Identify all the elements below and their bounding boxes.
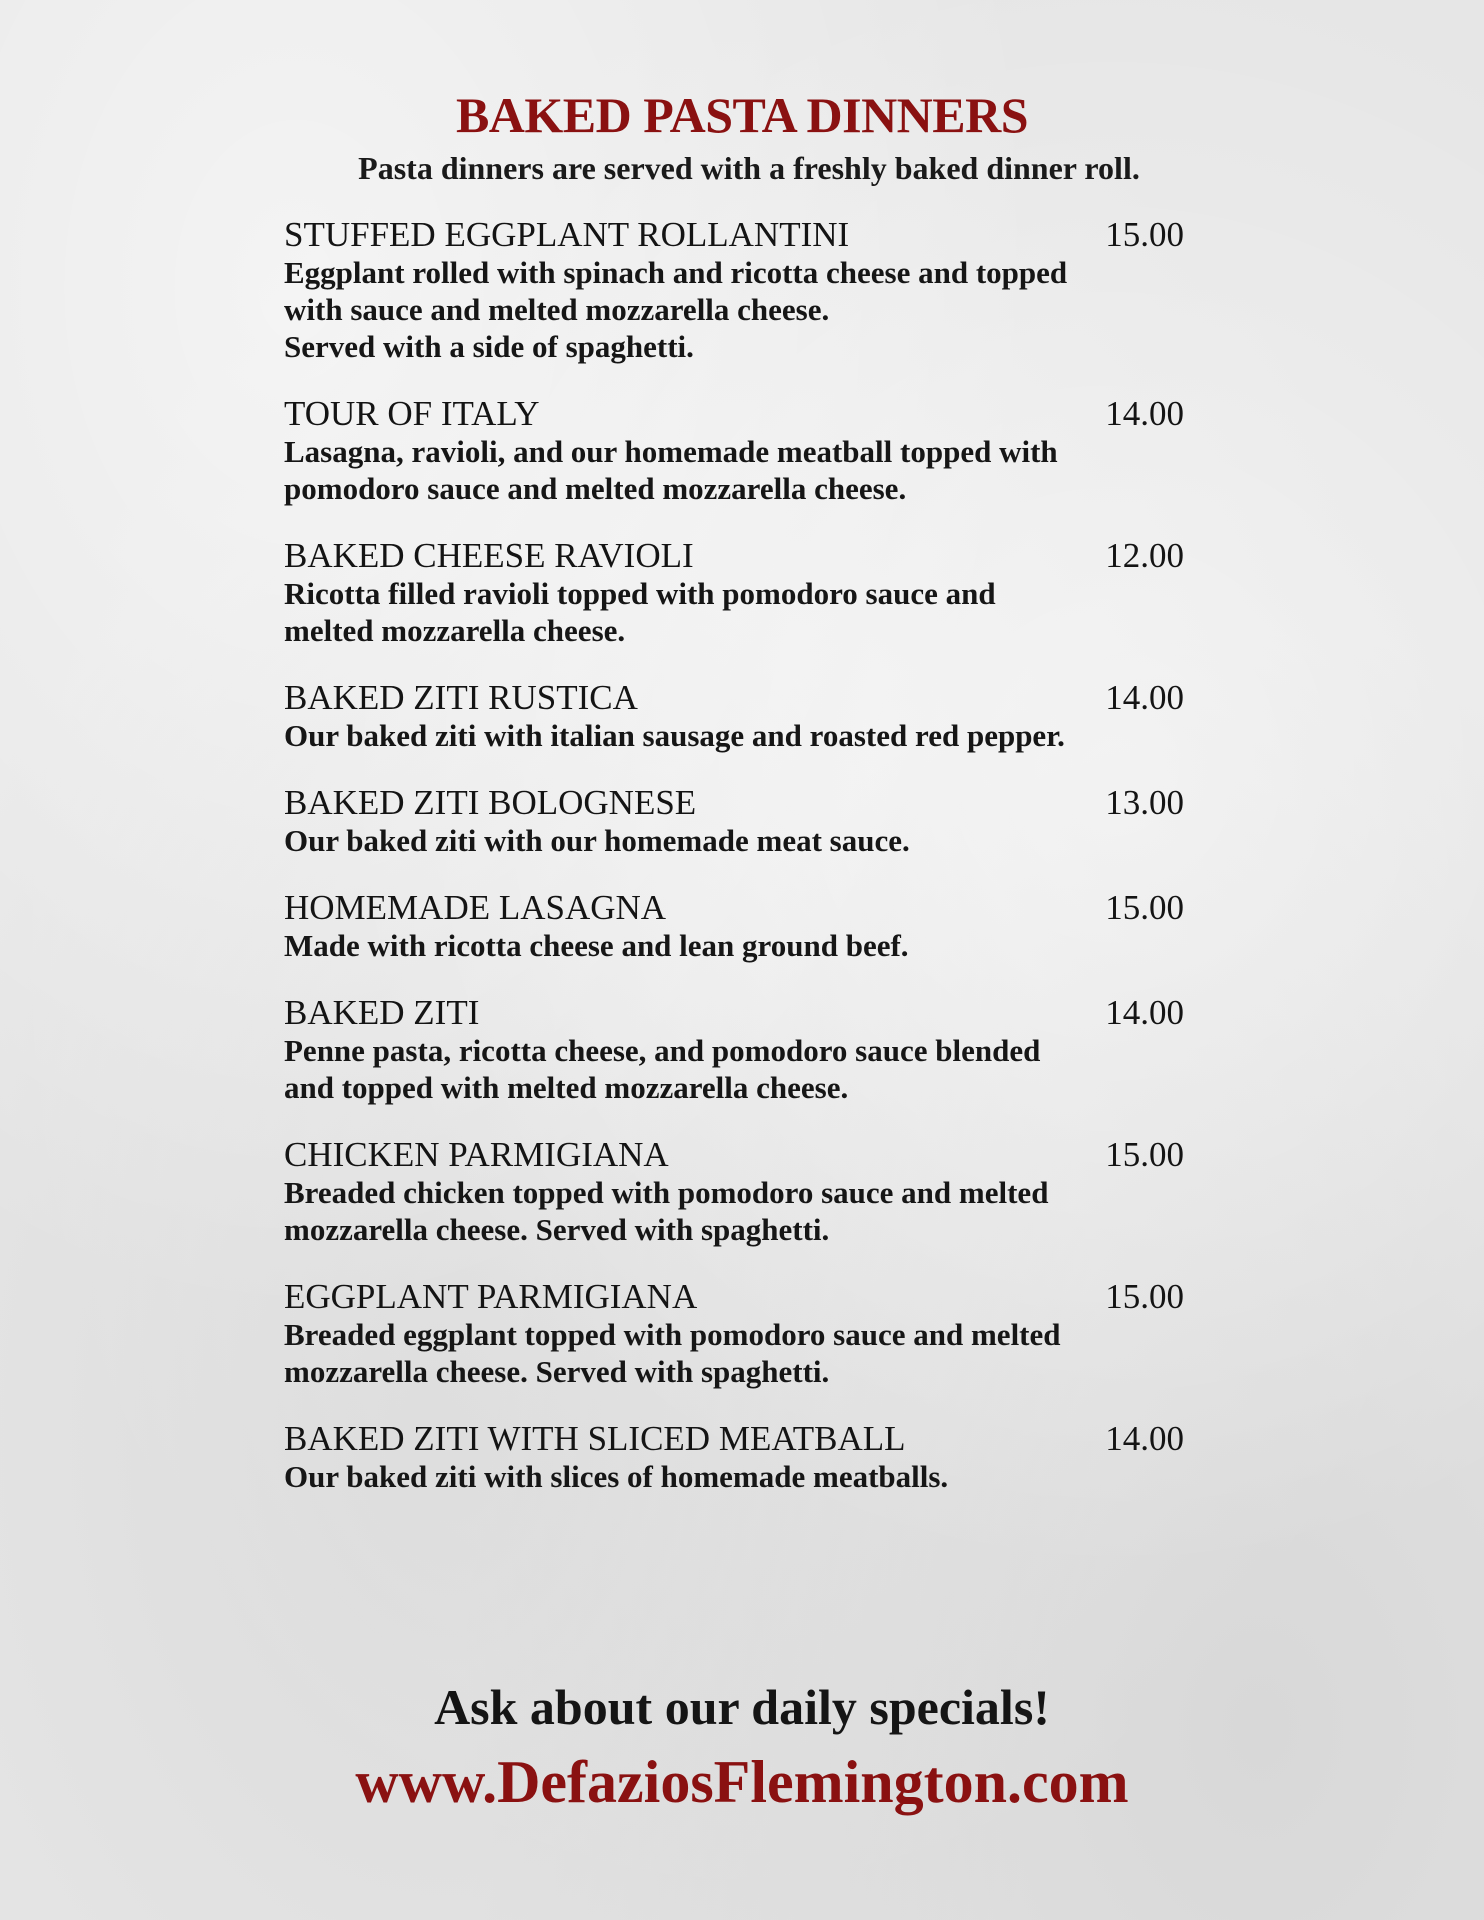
menu-item-header — [284, 1136, 1184, 1174]
menu-item-header — [284, 1420, 1184, 1458]
menu-item — [284, 1278, 1184, 1390]
daily-specials-note: Ask about our daily specials! — [434, 1679, 1050, 1735]
menu-item-description: Made with ricotta cheese and lean ground beef. — [284, 928, 909, 963]
menu-item-description: Our baked ziti with slices of homemade meatballs. — [284, 1459, 949, 1494]
menu-item-name: BAKED ZITI RUSTICA — [284, 678, 638, 717]
menu-item-description: Breaded chicken topped with pomodoro sauce and melted mozzarella cheese. Served with spaghetti. — [284, 1175, 1049, 1247]
menu-item-description: Our baked ziti with italian sausage and roasted red pepper. — [284, 718, 1065, 753]
menu-item-price: 14.00 — [1105, 678, 1184, 717]
website-link[interactable]: www.DefaziosFlemington.com — [355, 1749, 1129, 1815]
menu-item-name: TOUR OF ITALY — [284, 394, 540, 433]
menu-item-name: BAKED ZITI — [284, 993, 480, 1032]
menu-item-description: Eggplant rolled with spinach and ricotta cheese and topped with sauce and melted mozzarella cheese. Served with a side of spaghetti. — [284, 255, 1068, 364]
menu-item-price: 14.00 — [1105, 394, 1184, 433]
menu-item — [284, 395, 1184, 507]
menu-item-price: 13.00 — [1105, 783, 1184, 822]
menu-item-description: Breaded eggplant topped with pomodoro sauce and melted mozzarella cheese. Served with spaghetti. — [284, 1317, 1061, 1389]
menu-item-name: EGGPLANT PARMIGIANA — [284, 1277, 698, 1316]
menu-item — [284, 537, 1184, 649]
menu-item-name: HOMEMADE LASAGNA — [284, 888, 667, 927]
menu-item — [284, 1420, 1184, 1495]
menu-item-header — [284, 216, 1184, 254]
menu-item-price: 15.00 — [1105, 215, 1184, 254]
menu-item-price: 15.00 — [1105, 1135, 1184, 1174]
menu-item-price: 12.00 — [1105, 536, 1184, 575]
menu-subtitle: Pasta dinners are served with a freshly baked dinner roll. — [358, 150, 1140, 186]
menu-item — [284, 679, 1184, 754]
menu-item-header — [284, 784, 1184, 822]
menu-item — [284, 994, 1184, 1106]
menu-title: BAKED PASTA DINNERS — [455, 87, 1029, 143]
menu-item-name: STUFFED EGGPLANT ROLLANTINI — [284, 215, 850, 254]
menu-item — [284, 1136, 1184, 1248]
menu-item-description: Our baked ziti with our homemade meat sauce. — [284, 823, 910, 858]
menu-item-header — [284, 1278, 1184, 1316]
menu-item-name: CHICKEN PARMIGIANA — [284, 1135, 669, 1174]
menu-item — [284, 889, 1184, 964]
menu-item-name: BAKED ZITI BOLOGNESE — [284, 783, 697, 822]
menu-item-description: Ricotta filled ravioli topped with pomodoro sauce and melted mozzarella cheese. — [284, 576, 996, 648]
menu-item-name: BAKED ZITI WITH SLICED MEATBALL — [284, 1419, 906, 1458]
menu-item-description: Lasagna, ravioli, and our homemade meatball topped with pomodoro sauce and melted mozzarella cheese. — [284, 434, 1058, 506]
menu-item-header — [284, 679, 1184, 717]
menu-item-header — [284, 537, 1184, 575]
menu-item-price: 15.00 — [1105, 888, 1184, 927]
menu-item-description: Penne pasta, ricotta cheese, and pomodoro sauce blended and topped with melted mozzarella cheese. — [284, 1033, 1041, 1105]
menu-item-price: 14.00 — [1105, 993, 1184, 1032]
menu-item-header — [284, 994, 1184, 1032]
menu-item-price: 15.00 — [1105, 1277, 1184, 1316]
menu-item — [284, 784, 1184, 859]
menu-item-header — [284, 395, 1184, 433]
menu-item-name: BAKED CHEESE RAVIOLI — [284, 536, 694, 575]
menu-item-header — [284, 889, 1184, 927]
menu-item — [284, 216, 1184, 365]
menu-item-list — [284, 216, 1184, 1525]
menu-item-price: 14.00 — [1105, 1419, 1184, 1458]
